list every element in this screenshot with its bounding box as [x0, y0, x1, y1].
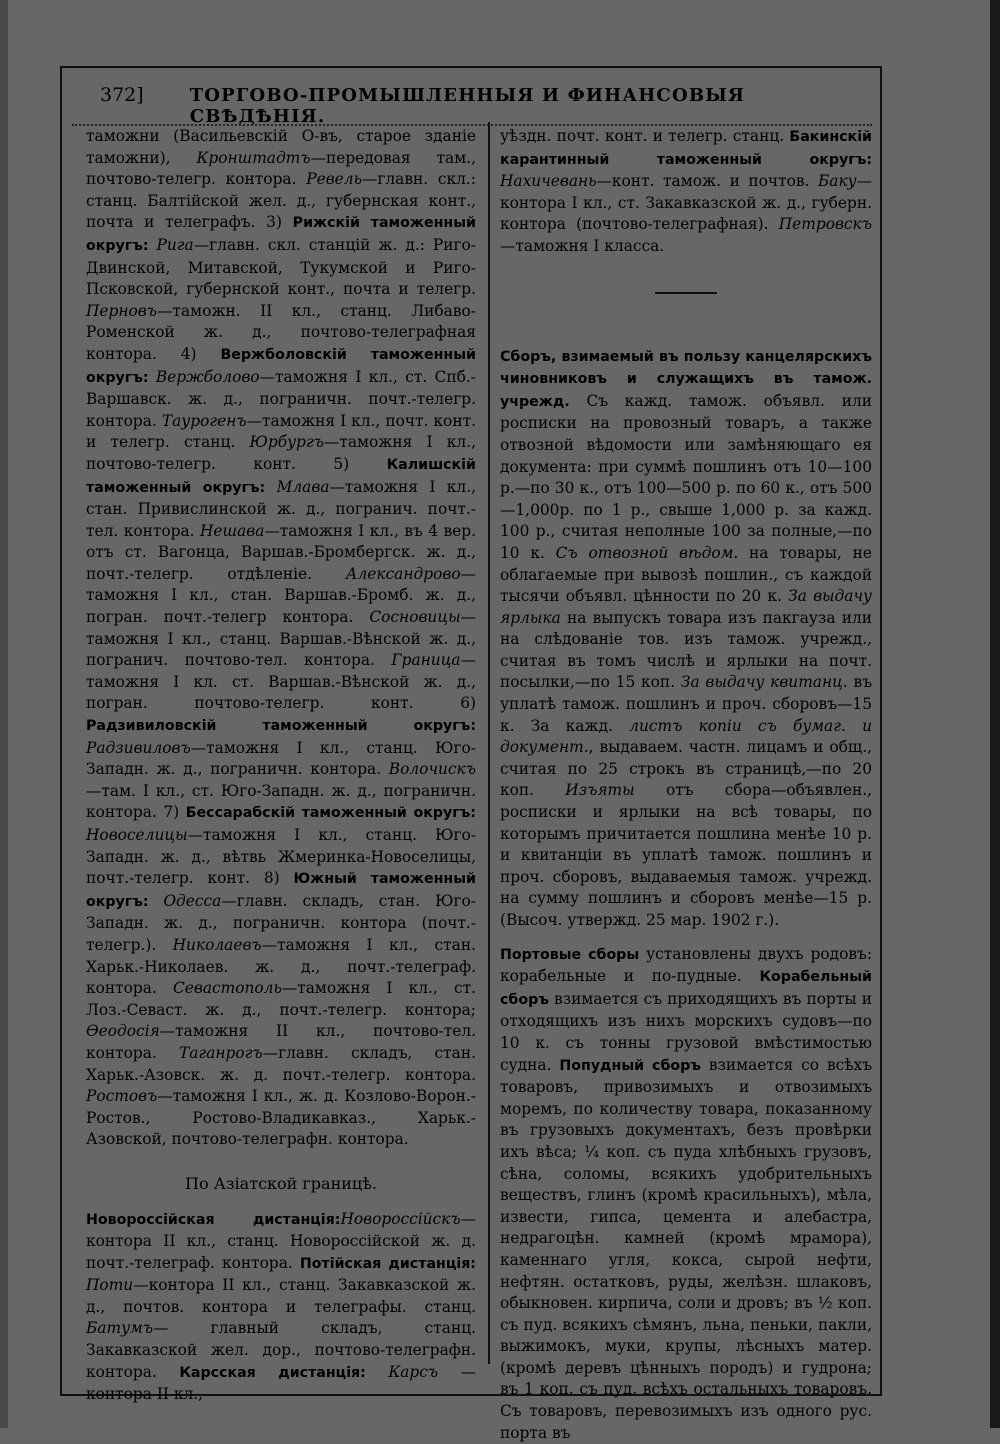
scan-edge-right: [990, 0, 1000, 1428]
paragraph-gap: [500, 932, 872, 944]
left-paragraph-asian-border: Новороссійская дистанція:Новороссійскъ—контора II кл., станц. Новороссійской ж. д. почт.-телеграф. контора. Потійская дистанція: Поти—контора II кл., станц. Закавказской ж. д., почтов. контора и телеграфы. станц. Батумъ— главный складъ, станц. Закавказской жел. дор., почтово-телеграфн. контора. Карсская дистанція: Карсъ — контора II кл.,: [86, 1209, 476, 1404]
right-paragraph-clerks-fee: Сборъ, взимаемый въ пользу канцелярскихъ чиновниковъ и служащихъ въ тамож. учрежд. Съ кажд. тамож. объявл. или росписки на провозный товаръ, а также отвозной вѣдомости или замѣняющаго ея документа: при суммѣ пошлинъ отъ 10—100 р.—по 30 к., отъ 100—500 р. по 60 к., отъ 500—1,000р. по 1 р., свыше 1,000 р. за кажд. 100 р., считая неполные 100 за полные,—по 10 к. Съ отвозной вѣдом. на товары, не облагаемые при вывозѣ пошлин., съ каждой тысячи объявл. цѣнности по 20 к. За выдачу ярлыка на выпускъ товара изъ пакгауза или на слѣдованіе тов. изъ тамож. учрежд., считая въ томъ числѣ и ярлыки на почт. посылки,—по 15 коп. За выдачу квитанц. въ уплатѣ тамож. пошлинъ и проч. сборовъ—15 к. За кажд. листъ копіи съ бумаг. и документ., выдаваем. частн. лицамъ и общ., считая по 25 строкъ въ страницѣ,—по 20 коп. Изъяты отъ сбора—объявлен., росписки и ярлыки на всѣ товары, по которымъ причитается пошлина менѣе 10 р. и квитанціи въ уплатѣ тамож. пошлинъ и проч. сборовъ, выдаваемыя тамож. учрежд. на сумму пошлинъ и сборовъ менѣе—15 р. (Высоч. утвержд. 25 мар. 1902 г.).: [500, 348, 873, 929]
right-column: [500, 126, 872, 1444]
left-column: [86, 126, 476, 1406]
right-paragraph-baku-district: уѣздн. почт. конт. и телегр. станц. Бакинскій карантинный таможенный округъ: Нахичевань—конт. тамож. и почтов. Баку—контора I кл., ст. Закавказской ж. д., губерн. контора (почтово-телеграфная). Петровскъ—таможня I класса.: [500, 127, 872, 255]
column-divider: [488, 122, 490, 1364]
page-header: [100, 84, 860, 127]
right-paragraph-port-fees: Портовые сборы установлены двухъ родовъ: корабельные и по-пудные. Корабельный сборъ взимается съ приходящихъ въ порты и отходящихъ изъ нихъ морскихъ судовъ—по 10 к. съ тонны грузовой вмѣстимостью судна. Попудный сборъ взимается со всѣхъ товаровъ, привозимыхъ и отвозимыхъ моремъ, по количеству товара, показанному въ грузовыхъ документахъ, безъ провѣрки ихъ вѣса; ¼ коп. съ пуда хлѣбныхъ грузовъ, сѣна, соломы, всякихъ удобрительныхъ веществъ, глинъ (кромѣ красильныхъ), мѣла, извести, гипса, цемента и алебастра, недрагоцѣн. камней (кромѣ мрамора), каменнаго угля, кокса, сырой нефти, нефтян. остатковъ, руды, желѣзн. шлаковъ, обыкновен. кирпича, соли и дровъ; въ ½ коп. съ пуд. всякихъ сѣмянъ, льна, пеньки, пакли, выжимокъ, муки, крупы, лѣсныхъ матер. (кромѣ деревъ цѣнныхъ породъ) и гудрона; въ 1 коп. съ пуд. всѣхъ остальныхъ товаровъ. Съ товаровъ, перевозимыхъ изъ одного рус. порта въ: [500, 944, 873, 1442]
left-paragraph-customs-districts: таможни (Васильевскій О-въ, старое зданіе таможни), Кронштадтъ—передовая там., почтово-телегр. контора. Ревель—главн. скл.: станц. Балтійской жел. д., губернская конт., почта и телеграфъ. 3) Рижскій таможенный округъ: Рига—главн. скл. станцій ж. д.: Риго-Двинской, Митавской, Тукумской и Риго-Псковской, губернской конт., почта и телегр. Перновъ—таможн. II кл., станц. Либаво-Роменской ж. д., почтово-телеграфная контора. 4) Вержболовскій таможенный округъ: Вержболово—таможня I кл., ст. Спб.-Варшавск. ж. д., пограничн. почт.-телегр. контора. Таурогенъ—таможня I кл., почт. конт. и телегр. станц. Юрбургъ—таможня I кл., почтово-телегр. конт. 5) Калишскій таможенный округъ: Млава—таможня I кл., стан. Привислинской ж. д., погранич. почт.-тел. контора. Нешава—таможня I кл., въ 4 вер. отъ ст. Вагонца, Варшав.-Бромбергск. ж. д., почт.-телегр. отдѣленіе. Александрово—таможня I кл., стан. Варшав.-Бромб. ж. д., погран. почт.-телегр контора. Сосновицы—таможня I кл., станц. Варшав.-Вѣнской ж. д., погранич. почтово-тел. контора. Граница—таможня I кл. ст. Варшав.-Вѣнской ж. д., погран. почтово-телегр. конт. 6) Радзивиловскій таможенный округъ: Радзивиловъ—таможня I кл., станц. Юго-Западн. ж. д., пограничн. контора. Волочискъ—там. I кл., ст. Юго-Западн. ж. д., пограничн. контора. 7) Бессарабскій таможенный округъ: Новоселицы—таможня I кл., станц. Юго-Западн. ж. д., вѣтвь Жмеринка-Новоселицы, почт.-телегр. конт. 8) Южный таможенный округъ: Одесса—главн. складъ, стан. Юго-Западн. ж. д., пограничн. контора (почт.-телегр.). Николаевъ—таможня I кл., стан. Харьк.-Николаев. ж. д., почт.-телеграф. контора. Севастополь—таможня I кл., ст. Лоз.-Севаст. ж. д., почт.-телегр. контора; Ѳеодосія—таможня II кл., почтово-тел. контора. Таганрогъ—главн. складъ, стан. Харьк.-Азовск. ж. д. почт.-телегр. контора. Ростовъ—таможня I кл., ж. д. Козлово-Ворон.-Ростов., Ростово-Владикавказ., Харьк.-Азовской, почтово-телеграфн. контора.: [86, 127, 476, 1149]
running-title: ТОРГОВО-ПРОМЫШЛЕННЫЯ И ФИНАНСОВЫЯ СВѢДѢНІЯ.: [189, 85, 746, 127]
section-divider-dash: [655, 292, 717, 294]
scan-edge-left: [0, 0, 8, 1428]
asian-border-title: По Азіатской границѣ.: [185, 1173, 377, 1193]
header-rule: [72, 118, 872, 126]
page-number: 372]: [100, 84, 144, 106]
